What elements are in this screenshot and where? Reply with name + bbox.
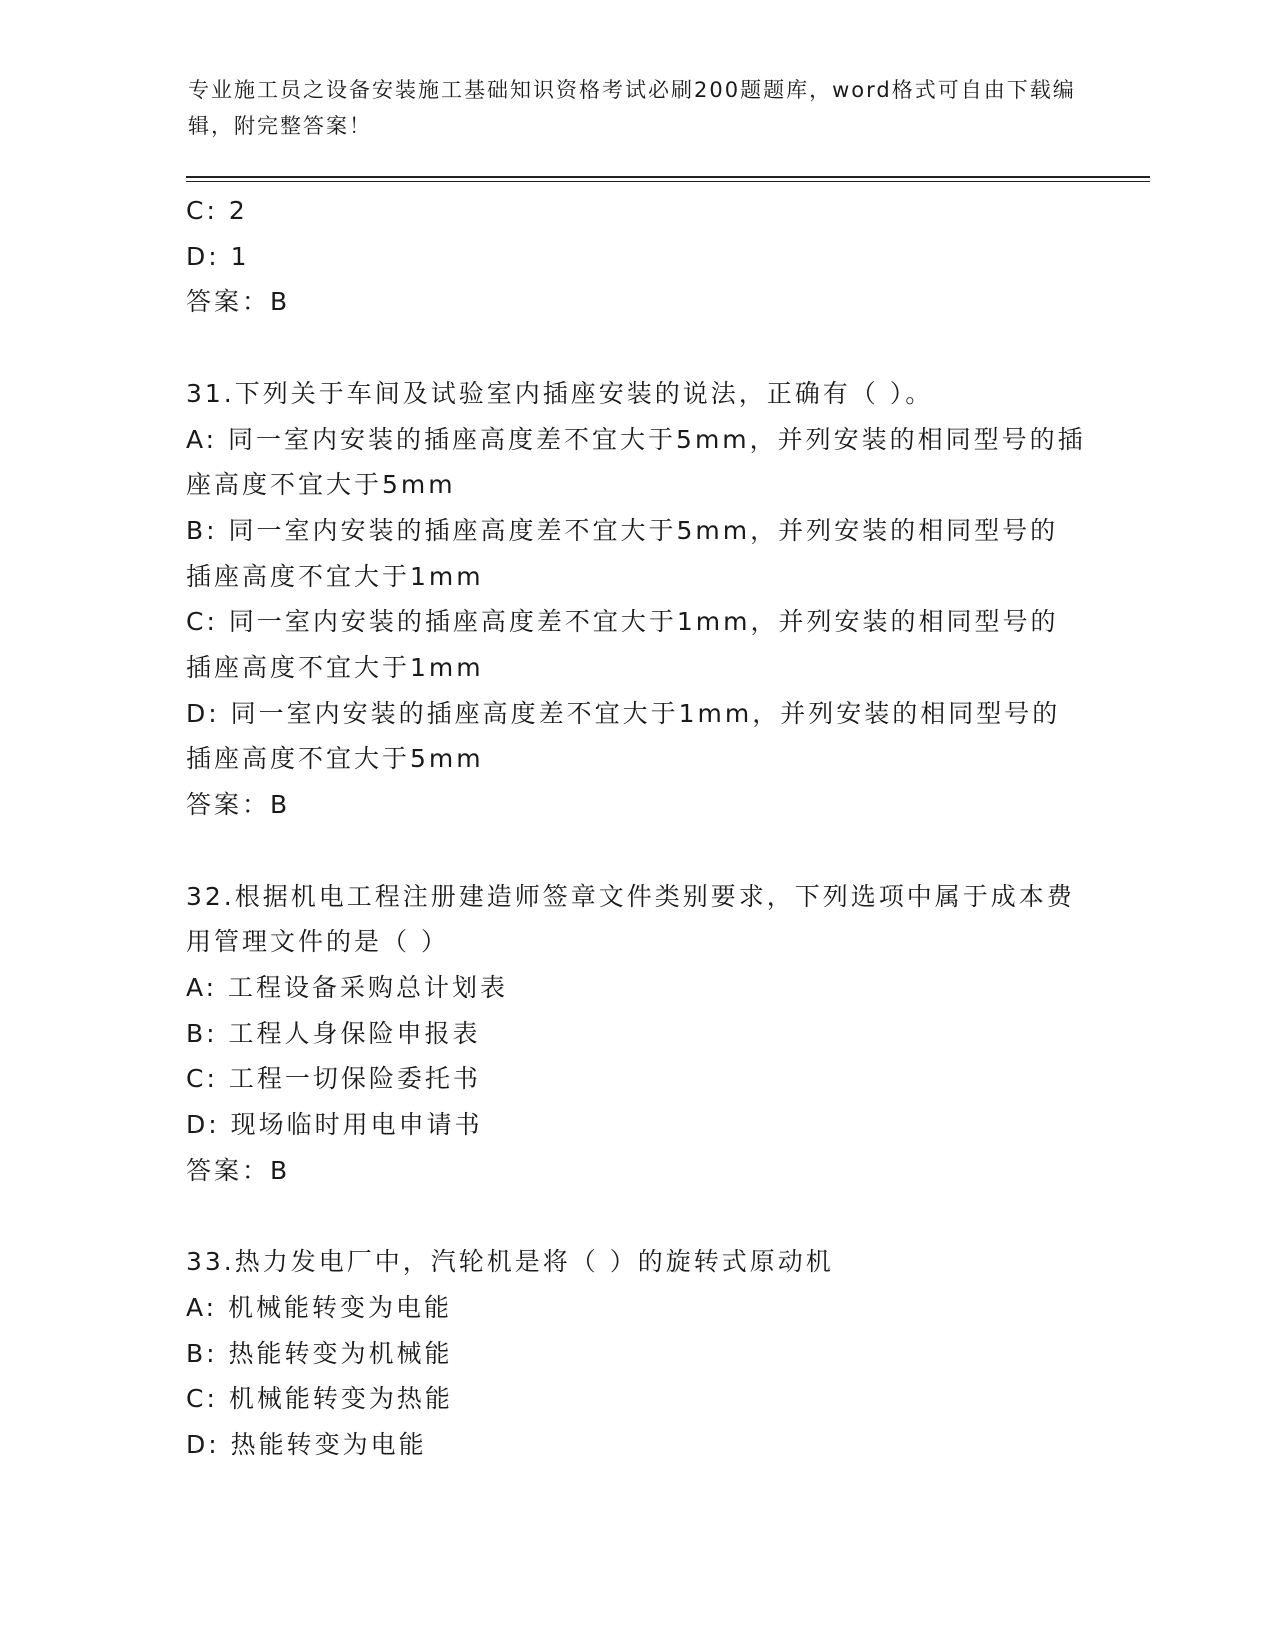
- option-a: A: 同一室内安装的插座高度差不宜大于5mm，并列安装的相同型号的插座高度不宜大于5mm: [186, 424, 1086, 500]
- option-c: C: 工程一切保险委托书: [186, 1064, 481, 1094]
- header-rule-thin: [186, 181, 1150, 182]
- option-b: B: 同一室内安装的插座高度差不宜大于5mm，并列安装的相同型号的插座高度不宜大于1mm: [186, 515, 1059, 591]
- option-c: C: 同一室内安装的插座高度差不宜大于1mm，并列安装的相同型号的插座高度不宜大于1mm: [186, 607, 1059, 683]
- answer-line: 答案：B: [186, 287, 291, 317]
- option-c: C: 2: [186, 196, 248, 225]
- option-d: D: 现场临时用电申请书: [186, 1110, 483, 1140]
- option-c: C: 机械能转变为热能: [186, 1384, 453, 1414]
- question-stem-33: 33.热力发电厂中，汽轮机是将（ ）的旋转式原动机: [186, 1247, 834, 1277]
- answer-line: 答案：B: [186, 1155, 291, 1185]
- option-d: D: 同一室内安装的插座高度差不宜大于1mm，并列安装的相同型号的插座高度不宜大于5mm: [186, 698, 1061, 774]
- option-d: D: 1: [186, 241, 250, 271]
- option-a: A: 机械能转变为电能: [186, 1292, 453, 1322]
- spacer: [186, 1193, 1086, 1239]
- header-rule-thick: [186, 176, 1150, 178]
- question-content: [186, 188, 1086, 1468]
- question-stem-31: 31.下列关于车间及试验室内插座安装的说法，正确有（ ）。: [186, 378, 934, 408]
- spacer: [186, 325, 1086, 371]
- spacer: [186, 828, 1086, 874]
- option-b: B: 工程人身保险申报表: [186, 1018, 481, 1048]
- document-header: 专业施工员之设备安装施工基础知识资格考试必刷200题题库，word格式可自由下载编辑，附完整答案！: [188, 78, 1076, 138]
- option-a: A: 工程设备采购总计划表: [186, 972, 509, 1002]
- option-d: D: 热能转变为电能: [186, 1429, 427, 1459]
- answer-line: 答案：B: [186, 790, 291, 820]
- option-b: B: 热能转变为机械能: [186, 1338, 453, 1368]
- question-stem-32: 32.根据机电工程注册建造师签章文件类别要求，下列选项中属于成本费用管理文件的是（ ）: [186, 881, 1075, 957]
